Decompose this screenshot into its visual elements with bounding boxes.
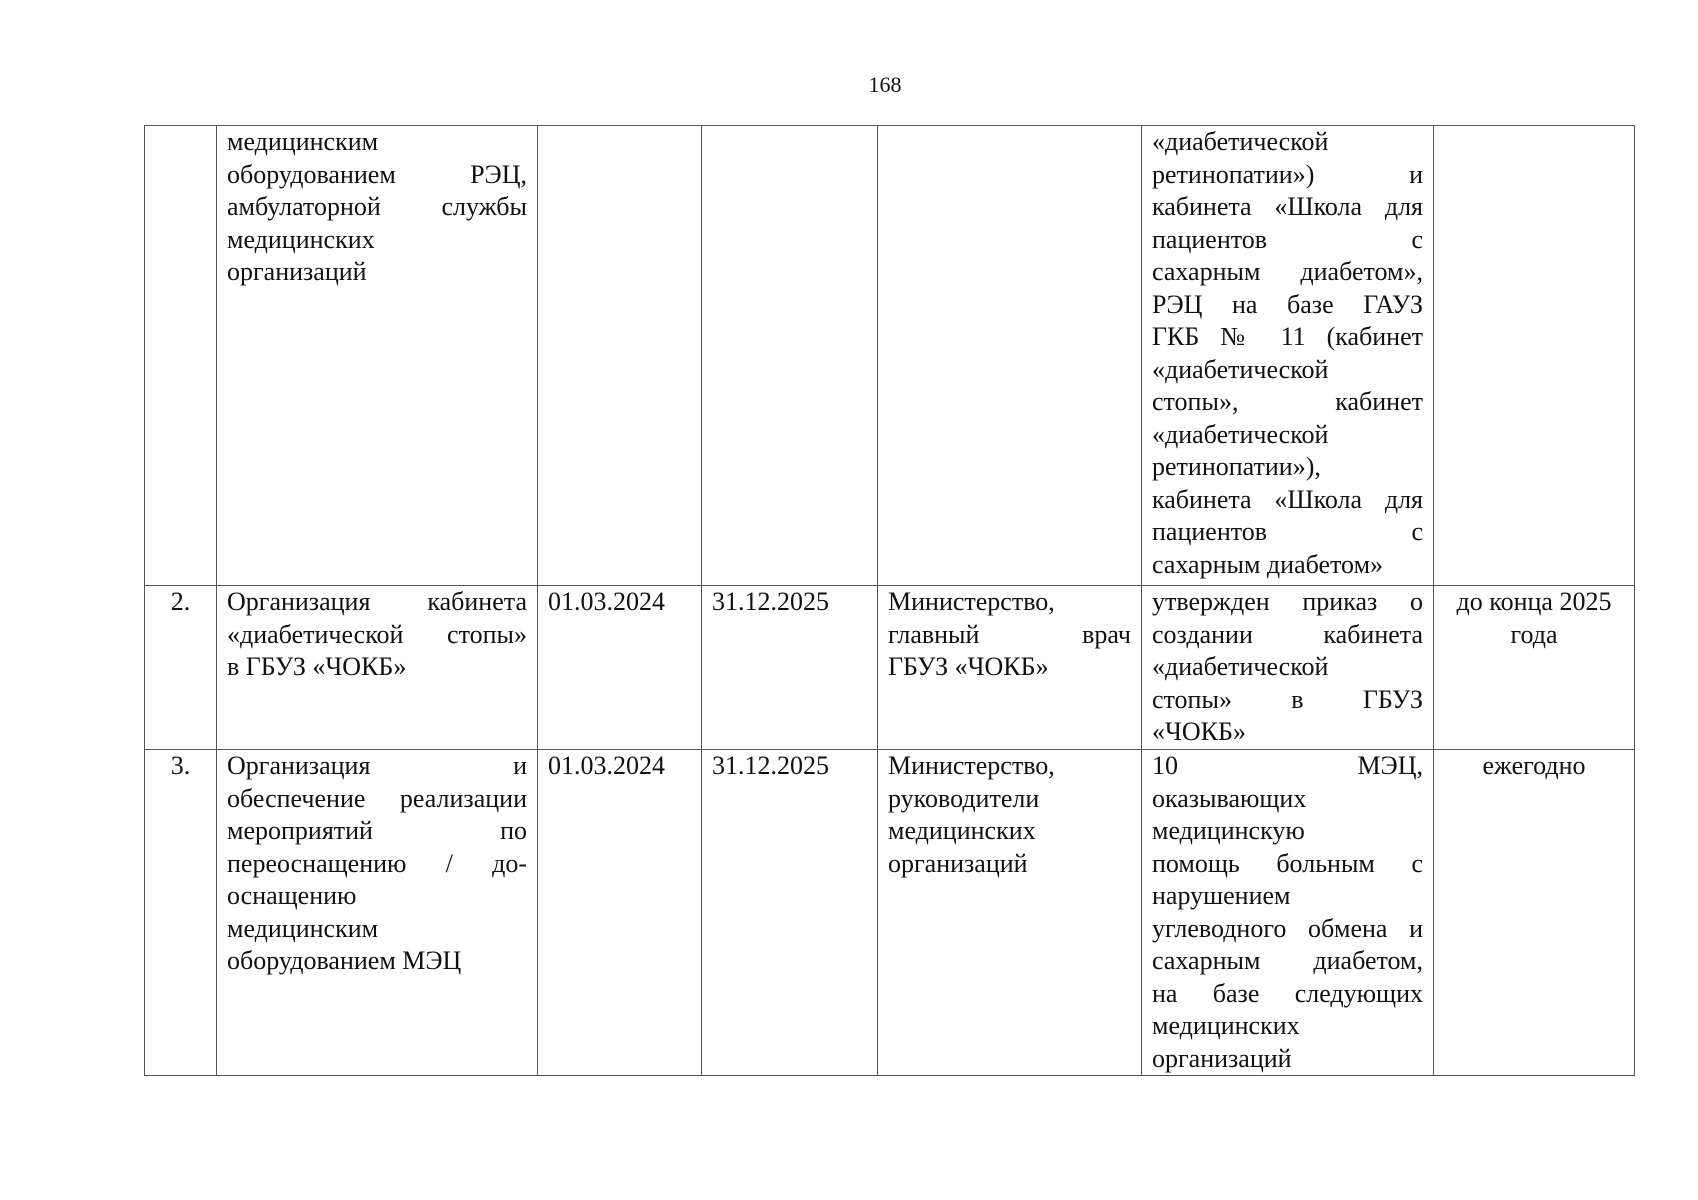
activity-name-cell-line: «диабетической стопы» [227,619,527,649]
term-cell: до конца 2025 года [1434,586,1635,750]
start-date-cell [538,126,702,586]
activity-name-cell-line: в ГБУЗ «ЧОКБ» [227,652,407,681]
activity-name-cell-line: переоснащению / до- [227,848,527,878]
result-cell-line: ГКБ № 11 (кабинет [1152,322,1423,351]
start-date-cell: 01.03.2024 [538,586,702,750]
result-cell-line: создании кабинета [1152,619,1423,649]
result-cell [1142,750,1434,1076]
responsible-cell-line: медицинских [888,816,1036,845]
result-cell-line: кабинета «Школа для [1152,192,1423,221]
responsible-cell-line: руководители [888,783,1040,813]
result-cell-line: «диабетической [1152,354,1329,384]
result-cell-line: ретинопатии») и [1152,159,1423,189]
activity-name-cell-line: медицинских [227,224,375,254]
activity-name-cell [217,750,538,1076]
end-date-cell: 31.12.2025 [702,586,878,750]
result-cell-line: на базе следующих [1152,978,1423,1008]
row-number-cell: 3. [145,750,217,1076]
result-cell-line: нарушением [1152,881,1291,910]
result-cell [1142,126,1434,586]
result-cell-line: РЭЦ на базе ГАУЗ [1152,289,1423,319]
end-date-cell [702,126,878,586]
result-cell-line: оказывающих [1152,783,1307,813]
row-number-cell: 2. [145,586,217,750]
table-row [145,750,1635,1076]
result-cell-line: 10 МЭЦ, [1152,751,1423,780]
result-cell-line: сахарным диабетом» [1152,549,1384,579]
row-number-cell [145,126,217,586]
activity-name-cell-line: организаций [227,257,367,286]
result-cell-line: «диабетической [1152,652,1329,681]
activity-name-cell-line: амбулаторной службы [227,192,527,221]
result-cell-line: стопы» в ГБУЗ [1152,684,1423,714]
responsible-cell-line: главный врач [888,619,1131,649]
result-cell-line: углеводного обмена и [1152,913,1423,943]
result-cell-line: ретинопатии»), [1152,452,1321,481]
activity-name-cell-line: мероприятий по [227,816,527,845]
responsible-cell-line: Министерство, [888,587,1055,616]
activity-name-cell-line: оснащению [227,881,357,910]
responsible-cell-line: Министерство, [888,751,1055,780]
result-cell-line: организаций [1152,1043,1292,1073]
result-cell-line: медицинскую [1152,816,1305,845]
activity-name-cell [217,586,538,750]
activity-name-cell-line: оборудованием РЭЦ, [227,159,527,189]
result-cell-line: пациентов с [1152,224,1423,254]
result-cell-line: сахарным диабетом», [1152,257,1423,286]
activity-name-cell-line: обеспечение реализации [227,783,527,813]
result-cell-line: сахарным диабетом, [1152,946,1423,975]
result-cell-line: стопы», кабинет [1152,387,1423,416]
activity-name-cell-line: Организация кабинета [227,587,527,616]
result-cell-line: утвержден приказ о [1152,587,1423,616]
responsible-cell-line: ГБУЗ «ЧОКБ» [888,652,1049,681]
end-date-cell: 31.12.2025 [702,750,878,1076]
activity-name-cell-line: оборудованием МЭЦ [227,946,462,975]
responsible-cell [878,586,1142,750]
plan-table [144,125,1635,1076]
result-cell-line: кабинета «Школа для [1152,484,1423,514]
term-cell [1434,126,1635,586]
activity-name-cell-line: медицинским [227,127,379,156]
activity-name-cell-line: медицинским [227,913,379,943]
term-cell: ежегодно [1434,750,1635,1076]
table-row [145,586,1635,750]
result-cell-line: помощь больным с [1152,848,1423,878]
activity-name-cell [217,126,538,586]
table-row [145,126,1635,586]
result-cell-line: «диабетической [1152,419,1329,449]
result-cell-line: пациентов с [1152,517,1423,546]
result-cell-line: медицинских [1152,1011,1300,1040]
responsible-cell [878,126,1142,586]
page-number: 168 [868,72,902,97]
responsible-cell-line: организаций [888,848,1028,878]
responsible-cell [878,750,1142,1076]
activity-name-cell-line: Организация и [227,751,527,780]
result-cell-line: «диабетической [1152,127,1329,156]
result-cell [1142,586,1434,750]
result-cell-line: «ЧОКБ» [1152,717,1246,746]
start-date-cell: 01.03.2024 [538,750,702,1076]
